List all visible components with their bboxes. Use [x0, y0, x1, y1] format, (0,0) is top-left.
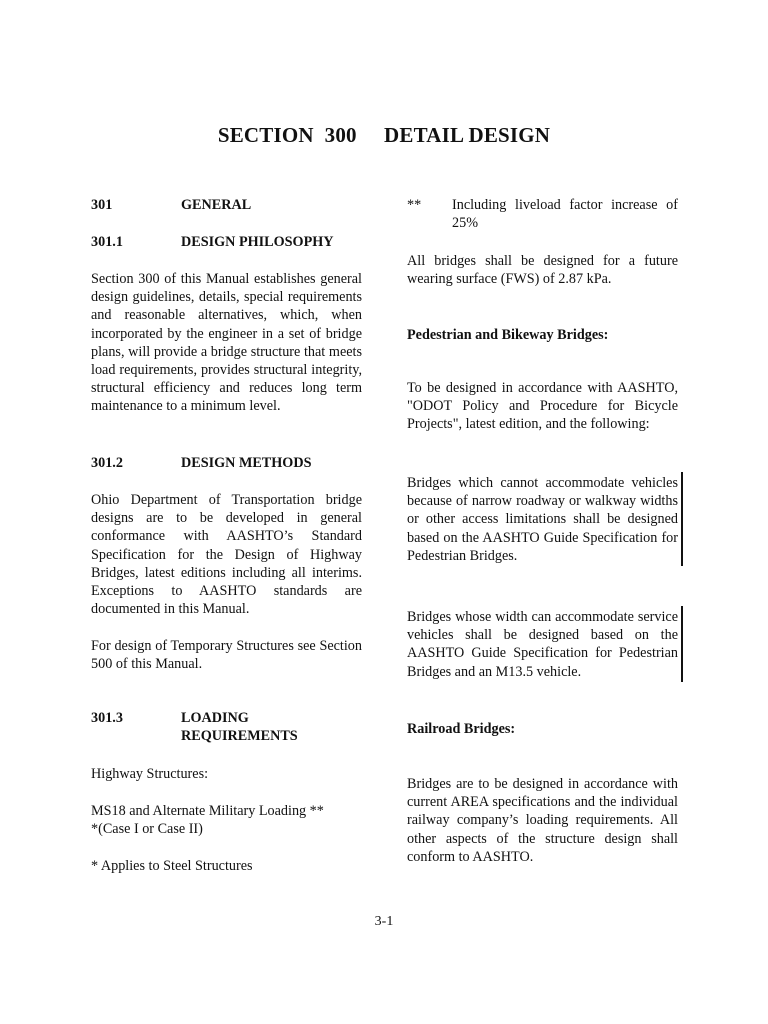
- page-number: 3-1: [374, 914, 394, 929]
- heading-number: 301.3: [91, 710, 123, 726]
- design-methods-paragraph: Ohio Department of Transportation bridge designs are to be developed in general conformance with AASHTO’s Standard Specification for the Design of Highway Bridges, latest editions including all interims. Exceptions to AASHTO standards are documented in this Manual.: [91, 492, 362, 618]
- temporary-structures-paragraph: For design of Temporary Structures see Section 500 of this Manual.: [91, 638, 362, 673]
- heading-number: 301.2: [91, 455, 123, 471]
- heading-label: GENERAL: [181, 197, 252, 213]
- railroad-heading: Railroad Bridges:: [407, 721, 516, 737]
- fws-paragraph: All bridges shall be designed for a future wearing surface (FWS) of 2.87 kPa.: [407, 253, 678, 288]
- heading-number: 301.1: [91, 234, 123, 250]
- pedestrian-intro-paragraph: To be designed in accordance with AASHTO, "ODOT Policy and Procedure for Bicycle Projects", latest edition, and the following:: [407, 380, 678, 433]
- pedestrian-heading: Pedestrian and Bikeway Bridges:: [407, 327, 609, 343]
- revision-bar: [681, 472, 683, 566]
- ms18-loading-text: [91, 802, 362, 838]
- heading-301-3: [91, 709, 362, 745]
- case-line: *(Case I or Case II): [91, 821, 203, 838]
- heading-label: DESIGN METHODS: [181, 455, 312, 471]
- ms18-line: MS18 and Alternate Military Loading **: [91, 803, 324, 819]
- heading-label: DESIGN PHILOSOPHY: [181, 234, 334, 250]
- narrow-bridges-paragraph: Bridges which cannot accommodate vehicles because of narrow roadway or walkway widths or other access limitations shall be designed based on the AASHTO Guide Specification for Pedestrian Bridges.: [407, 475, 678, 564]
- heading-label: LOADING REQUIREMENTS: [181, 710, 298, 745]
- highway-structures-label: Highway Structures:: [91, 766, 209, 782]
- railroad-paragraph: Bridges are to be designed in accordance with current AREA specifications and the individual railway company’s loading requirements. All other aspects of the structure design shall conform to AASHTO.: [407, 776, 678, 865]
- footnote-liveload: [407, 196, 678, 232]
- heading-301-1: [91, 233, 362, 251]
- heading-301: [91, 196, 362, 214]
- steel-structures-note: * Applies to Steel Structures: [91, 858, 253, 874]
- revision-bar: [681, 606, 683, 682]
- heading-301-2: [91, 454, 362, 472]
- footnote-text: Including liveload factor increase of 25%: [452, 197, 678, 232]
- heading-number: 301: [91, 197, 113, 213]
- service-vehicle-paragraph: Bridges whose width can accommodate service vehicles shall be designed based on the AASHTO Guide Specification for Pedestrian Bridges and an M13.5 vehicle.: [407, 609, 678, 680]
- design-philosophy-paragraph: Section 300 of this Manual establishes general design guidelines, details, special requirements and reasonable alternatives, which, when incorporated by the engineer in a set of bridge plans, will provide a bridge structure that meets load requirements, provides structural integrity, structural efficiency and reduces long term maintenance to a minimum level.: [91, 271, 362, 415]
- section-title: SECTION 300 DETAIL DESIGN: [217, 123, 551, 147]
- footnote-mark: **: [407, 197, 422, 213]
